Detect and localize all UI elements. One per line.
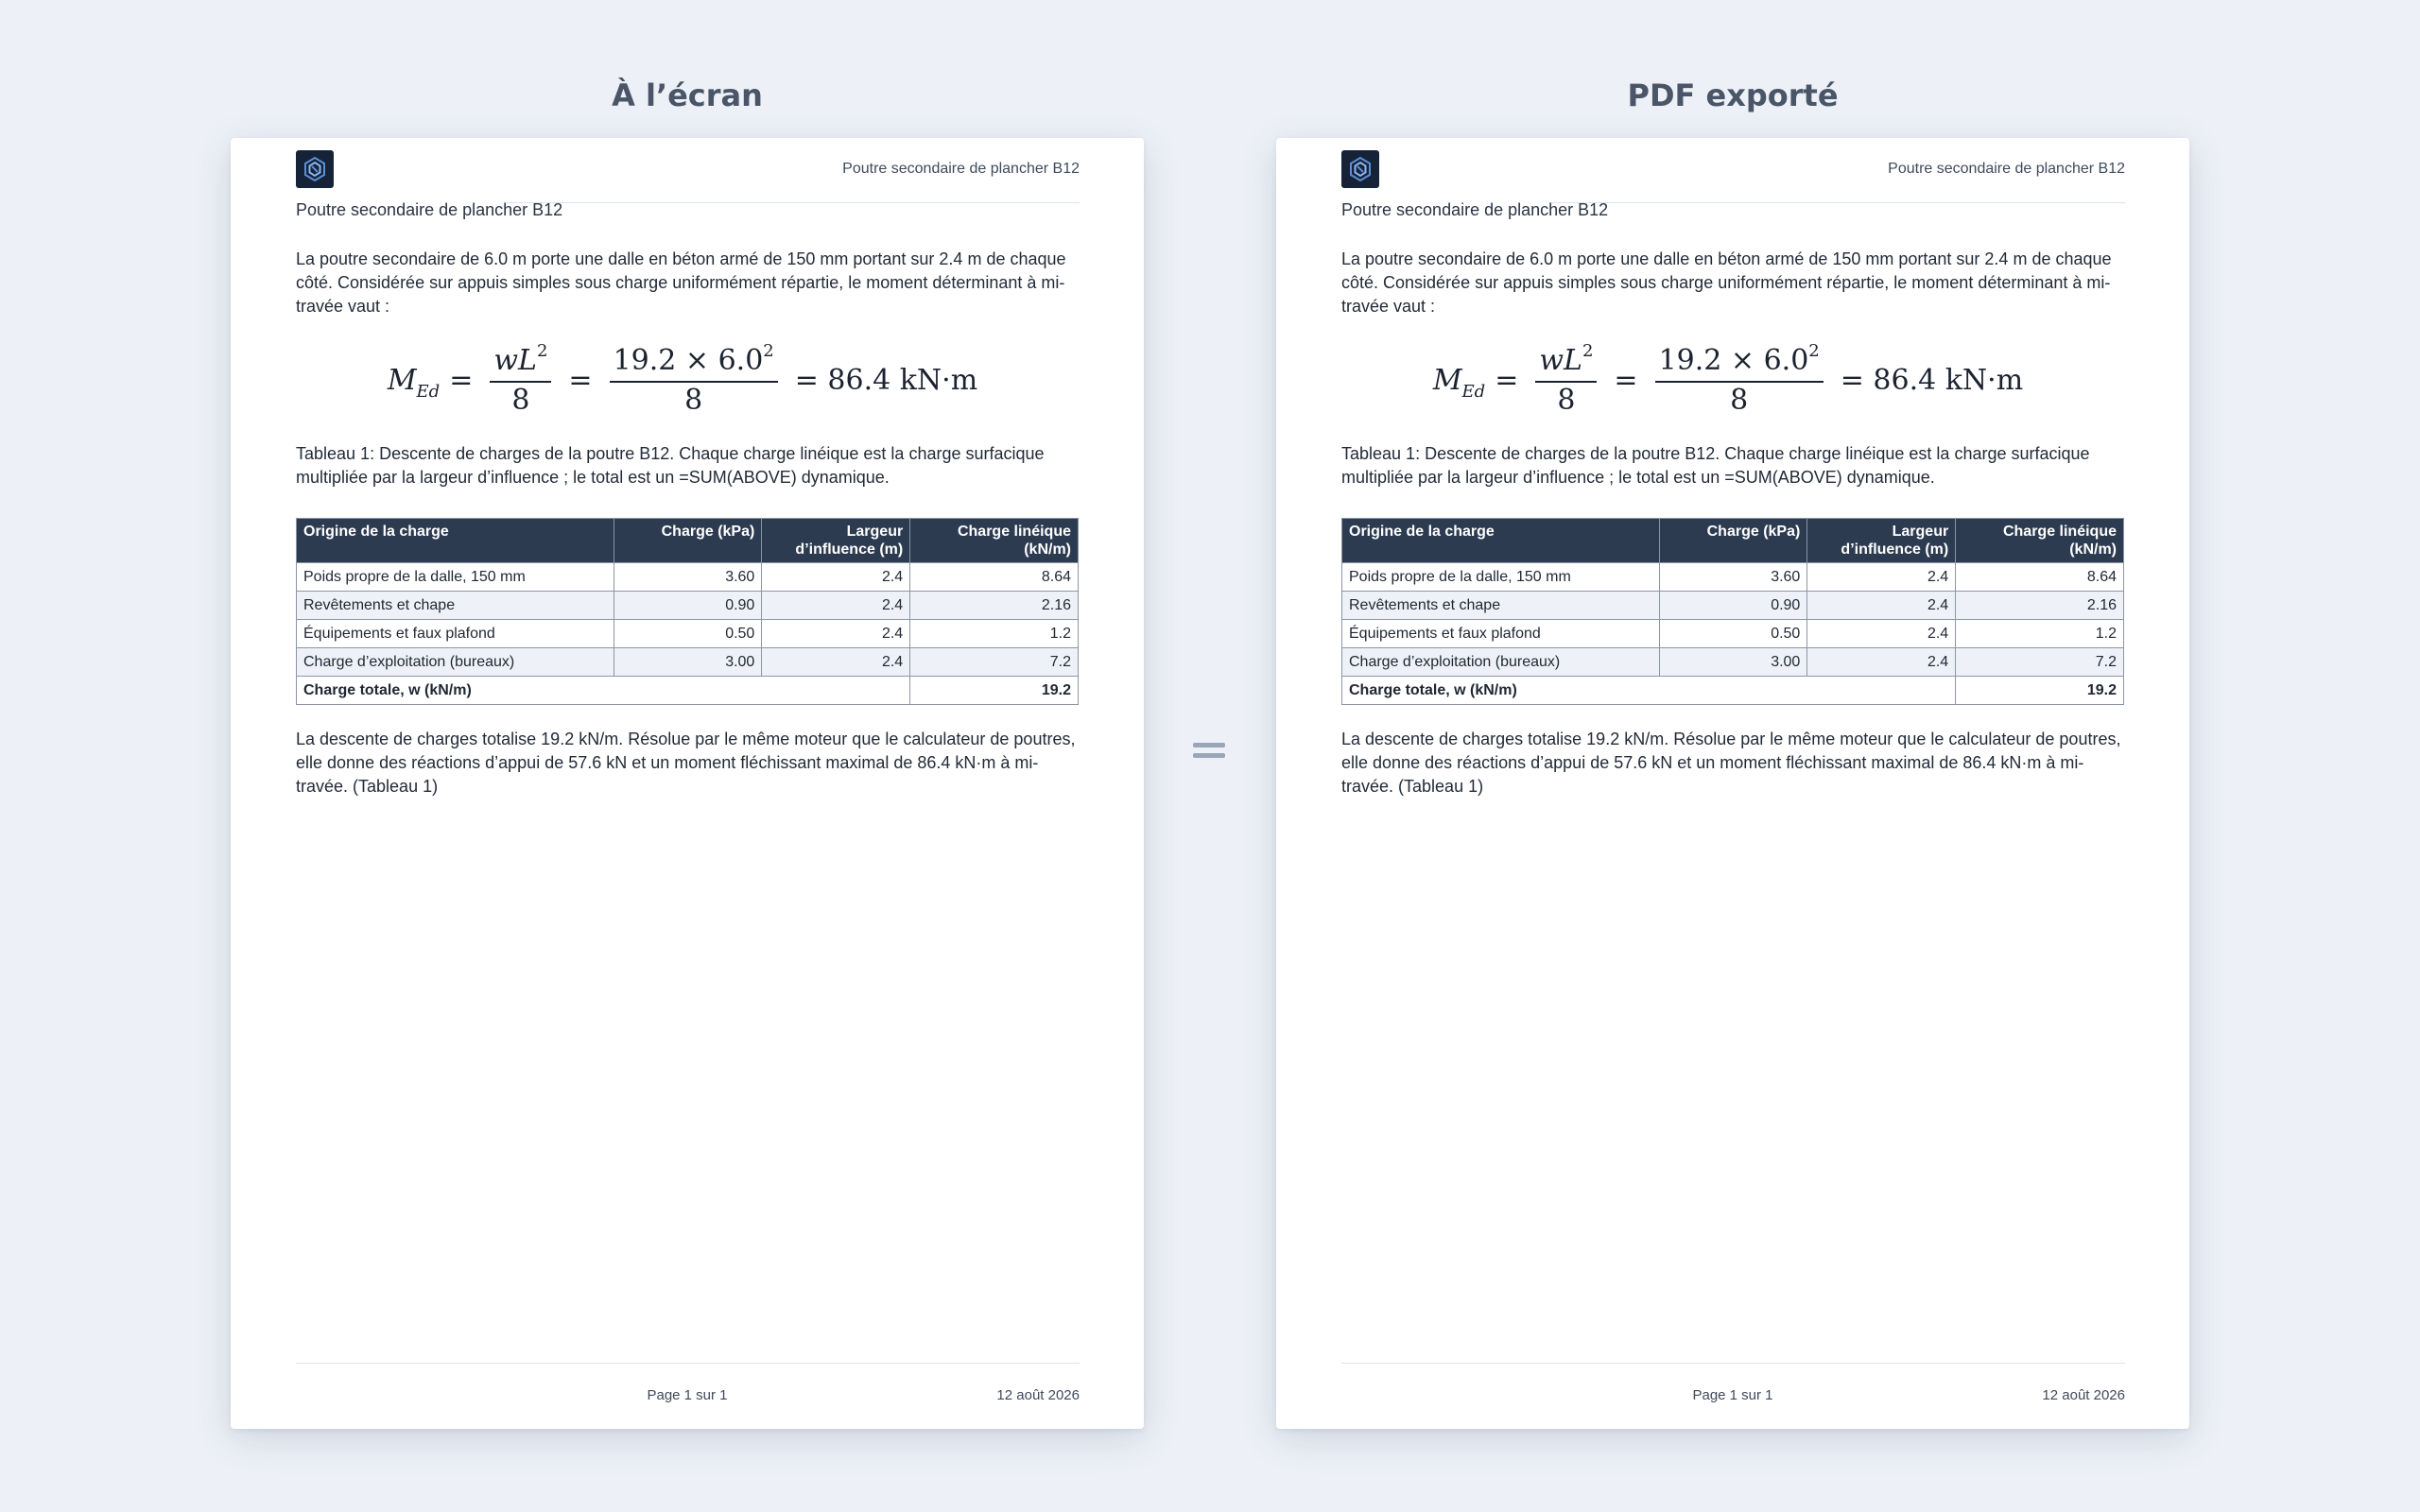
header-divider — [1550, 202, 2125, 203]
formula-fraction-symbolic: $\frac{wL^2}{8}$ — [1535, 345, 1597, 415]
column-header: Largeur d’influence (m) — [762, 519, 910, 563]
total-label: Charge totale, w (kN/m) — [1342, 677, 1956, 705]
conclusion-paragraph: La descente de charges totalise 19.2 kN/m. Résolue par le même moteur que le calculateur de poutres, elle donne des réactions d’appui de 57.6 kN et un moment fléchissant maximal de 86.4 kN·m à mi-travée. (Tableau 1) — [296, 730, 1076, 796]
table-row — [1342, 592, 2124, 620]
table-cell: 7.2 — [910, 648, 1079, 677]
table-cell: Charge d’exploitation (bureaux) — [1342, 648, 1660, 677]
document-subtitle: Poutre secondaire de plancher B12 — [296, 200, 563, 219]
column-header: Charge linéique (kN/m) — [1956, 519, 2124, 563]
document-subtitle: Poutre secondaire de plancher B12 — [1341, 200, 1609, 219]
column-header: Charge (kPa) — [1659, 519, 1807, 563]
header-divider — [505, 202, 1080, 203]
pdf-document-page — [1276, 138, 2189, 1429]
formula-lhs: $M_{Ed}$ — [387, 363, 441, 402]
table-header-row — [1342, 519, 2124, 563]
table-cell: Poids propre de la dalle, 150 mm — [297, 563, 614, 592]
formula-fraction-symbolic: $\frac{wL^2}{8}$ — [490, 345, 551, 415]
table-cell: 1.2 — [1956, 620, 2124, 648]
brand-logo-icon — [1341, 150, 1379, 188]
table-caption: Tableau 1: Descente de charges de la poutre B12. Chaque charge linéique est la charge surfacique multipliée par la largeur d’influence ; le total est un =SUM(ABOVE) dynamique. — [296, 444, 1045, 487]
footer-date: 12 août 2026 — [2042, 1387, 2125, 1403]
screen-panel-title: À l’écran — [612, 77, 763, 113]
table-cell: 1.2 — [910, 620, 1079, 648]
table-cell: 3.60 — [1659, 563, 1807, 592]
table-cell: Équipements et faux plafond — [297, 620, 614, 648]
footer-page-number: Page 1 sur 1 — [647, 1387, 728, 1403]
formula-result: = 86.4 kN·m — [1840, 363, 2024, 397]
footer-date: 12 août 2026 — [996, 1387, 1080, 1403]
table-total-row — [1342, 677, 2124, 705]
table-cell: 0.50 — [614, 620, 762, 648]
table-cell: 2.4 — [762, 592, 910, 620]
brand-logo-icon — [296, 150, 334, 188]
table-cell: Revêtements et chape — [297, 592, 614, 620]
table-cell: 2.4 — [762, 648, 910, 677]
footer-divider — [1341, 1363, 2125, 1364]
formula-fraction-numeric: $\frac{19.2 \times 6.0^2}{8}$ — [610, 345, 778, 415]
table-cell: 2.4 — [1807, 592, 1956, 620]
load-table — [1341, 518, 2124, 705]
column-header: Charge (kPa) — [614, 519, 762, 563]
page-header-title: Poutre secondaire de plancher B12 — [842, 161, 1080, 177]
screen-document-page — [231, 138, 1144, 1429]
table-row — [1342, 563, 2124, 592]
table-row — [297, 563, 1079, 592]
conclusion-paragraph: La descente de charges totalise 19.2 kN/m. Résolue par le même moteur que le calculateur de poutres, elle donne des réactions d’appui de 57.6 kN et un moment fléchissant maximal de 86.4 kN·m à mi-travée. (Tableau 1) — [1341, 730, 2121, 796]
table-cell: 8.64 — [1956, 563, 2124, 592]
formula-fraction-numeric: $\frac{19.2 \times 6.0^2}{8}$ — [1655, 345, 1824, 415]
table-cell: Charge d’exploitation (bureaux) — [297, 648, 614, 677]
table-cell: 2.4 — [1807, 563, 1956, 592]
table-cell: Poids propre de la dalle, 150 mm — [1342, 563, 1660, 592]
table-cell: 7.2 — [1956, 648, 2124, 677]
table-cell: 3.00 — [614, 648, 762, 677]
column-header: Charge linéique (kN/m) — [910, 519, 1079, 563]
table-cell: 0.50 — [1659, 620, 1807, 648]
footer-page-number: Page 1 sur 1 — [1692, 1387, 1773, 1403]
intro-paragraph: La poutre secondaire de 6.0 m porte une dalle en béton armé de 150 mm portant sur 2.4 m de chaque côté. Considérée sur appuis simples sous charge uniformément répartie, le moment déterminant à mi-travée vaut : — [1341, 249, 2112, 316]
moment-formula: $M_{Ed}$ = $\frac{wL^2}{8}$ = $\frac{19.2 \times 6.0^2}{8}$ = 86.4 kN·m — [1432, 341, 2024, 417]
table-row — [297, 620, 1079, 648]
table-cell: Revêtements et chape — [1342, 592, 1660, 620]
total-label: Charge totale, w (kN/m) — [297, 677, 910, 705]
column-header: Largeur d’influence (m) — [1807, 519, 1956, 563]
footer-divider — [296, 1363, 1080, 1364]
table-row — [297, 592, 1079, 620]
pdf-panel-title: PDF exporté — [1627, 77, 1839, 113]
formula-lhs: $M_{Ed}$ — [1432, 363, 1486, 402]
total-value: 19.2 — [910, 677, 1079, 705]
table-cell: 3.60 — [614, 563, 762, 592]
table-row — [297, 648, 1079, 677]
column-header: Origine de la charge — [297, 519, 614, 563]
table-cell: 2.16 — [910, 592, 1079, 620]
table-cell: 2.4 — [1807, 648, 1956, 677]
load-table — [296, 518, 1079, 705]
table-cell: 2.4 — [762, 563, 910, 592]
table-header-row — [297, 519, 1079, 563]
table-cell: 2.4 — [762, 620, 910, 648]
table-cell: 0.90 — [1659, 592, 1807, 620]
equals-icon — [1193, 743, 1225, 762]
table-cell: 0.90 — [614, 592, 762, 620]
table-cell: 2.16 — [1956, 592, 2124, 620]
column-header: Origine de la charge — [1342, 519, 1660, 563]
intro-paragraph: La poutre secondaire de 6.0 m porte une dalle en béton armé de 150 mm portant sur 2.4 m de chaque côté. Considérée sur appuis simples sous charge uniformément répartie, le moment déterminant à mi-travée vaut : — [296, 249, 1066, 316]
moment-formula: $M_{Ed}$ = $\frac{wL^2}{8}$ = $\frac{19.2 \times 6.0^2}{8}$ = 86.4 kN·m — [387, 341, 978, 417]
table-row — [1342, 620, 2124, 648]
table-caption: Tableau 1: Descente de charges de la poutre B12. Chaque charge linéique est la charge surfacique multipliée par la largeur d’influence ; le total est un =SUM(ABOVE) dynamique. — [1341, 444, 2090, 487]
table-cell: 2.4 — [1807, 620, 1956, 648]
table-total-row — [297, 677, 1079, 705]
page-header-title: Poutre secondaire de plancher B12 — [1888, 161, 2125, 177]
table-cell: 3.00 — [1659, 648, 1807, 677]
table-row — [1342, 648, 2124, 677]
table-cell: 8.64 — [910, 563, 1079, 592]
total-value: 19.2 — [1956, 677, 2124, 705]
formula-result: = 86.4 kN·m — [794, 363, 978, 397]
table-cell: Équipements et faux plafond — [1342, 620, 1660, 648]
